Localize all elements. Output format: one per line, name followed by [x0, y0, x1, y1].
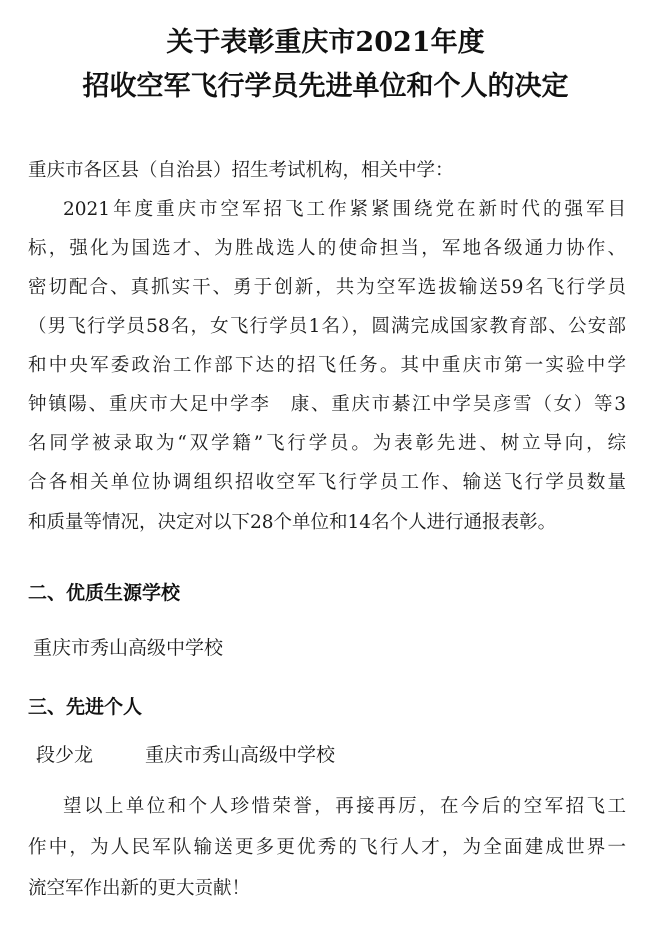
section-2-school: 重庆市秀山高级中学校 — [33, 637, 224, 659]
closing-line: 望以上单位和个人珍惜荣誉，再接再厉，在今后的空军招飞工 — [63, 796, 626, 817]
body-line: 和中央军委政治工作部下达的招飞任务。其中重庆市第一实验中学 — [28, 355, 626, 376]
body-line: 钟镇陽、重庆市大足中学李 康、重庆市綦江中学吴彦雪（女）等3 — [28, 394, 626, 415]
closing-line: 作中，为人民军队输送更多更优秀的飞行人才，为全面建成世界一 — [28, 837, 626, 858]
document-title-line-1: 关于表彰重庆市2021年度 — [166, 27, 485, 58]
section-3-heading: 三、先进个人 — [28, 696, 143, 718]
body-line: 密切配合、真抓实干、勇于创新，共为空军选拔输送59名飞行学员 — [28, 277, 626, 298]
body-line: 和质量等情况，决定对以下28个单位和14名个人进行通报表彰。 — [28, 512, 557, 533]
honoree-name: 段少龙 — [36, 744, 94, 766]
body-line: 标，强化为国选才、为胜战选人的使命担当，军地各级通力协作、 — [28, 238, 626, 259]
document-title-line-2: 招收空军飞行学员先进单位和个人的决定 — [82, 71, 569, 102]
body-line: 名同学被录取为“双学籍”飞行学员。为表彰先进、树立导向，综 — [28, 433, 626, 454]
salutation: 重庆市各区县（自治县）招生考试机构，相关中学： — [28, 160, 454, 181]
body-line: （男飞行学员58名，女飞行学员1名），圆满完成国家教育部、公安部 — [28, 316, 626, 337]
honoree-school: 重庆市秀山高级中学校 — [145, 744, 336, 766]
section-2-heading: 二、优质生源学校 — [28, 582, 181, 604]
closing-line: 流空军作出新的更大贡献！ — [28, 878, 251, 899]
body-line: 合各相关单位协调组织招收空军飞行学员工作、输送飞行学员数量 — [28, 472, 626, 493]
body-line: 2021年度重庆市空军招飞工作紧紧围绕党在新时代的强军目 — [63, 199, 626, 220]
